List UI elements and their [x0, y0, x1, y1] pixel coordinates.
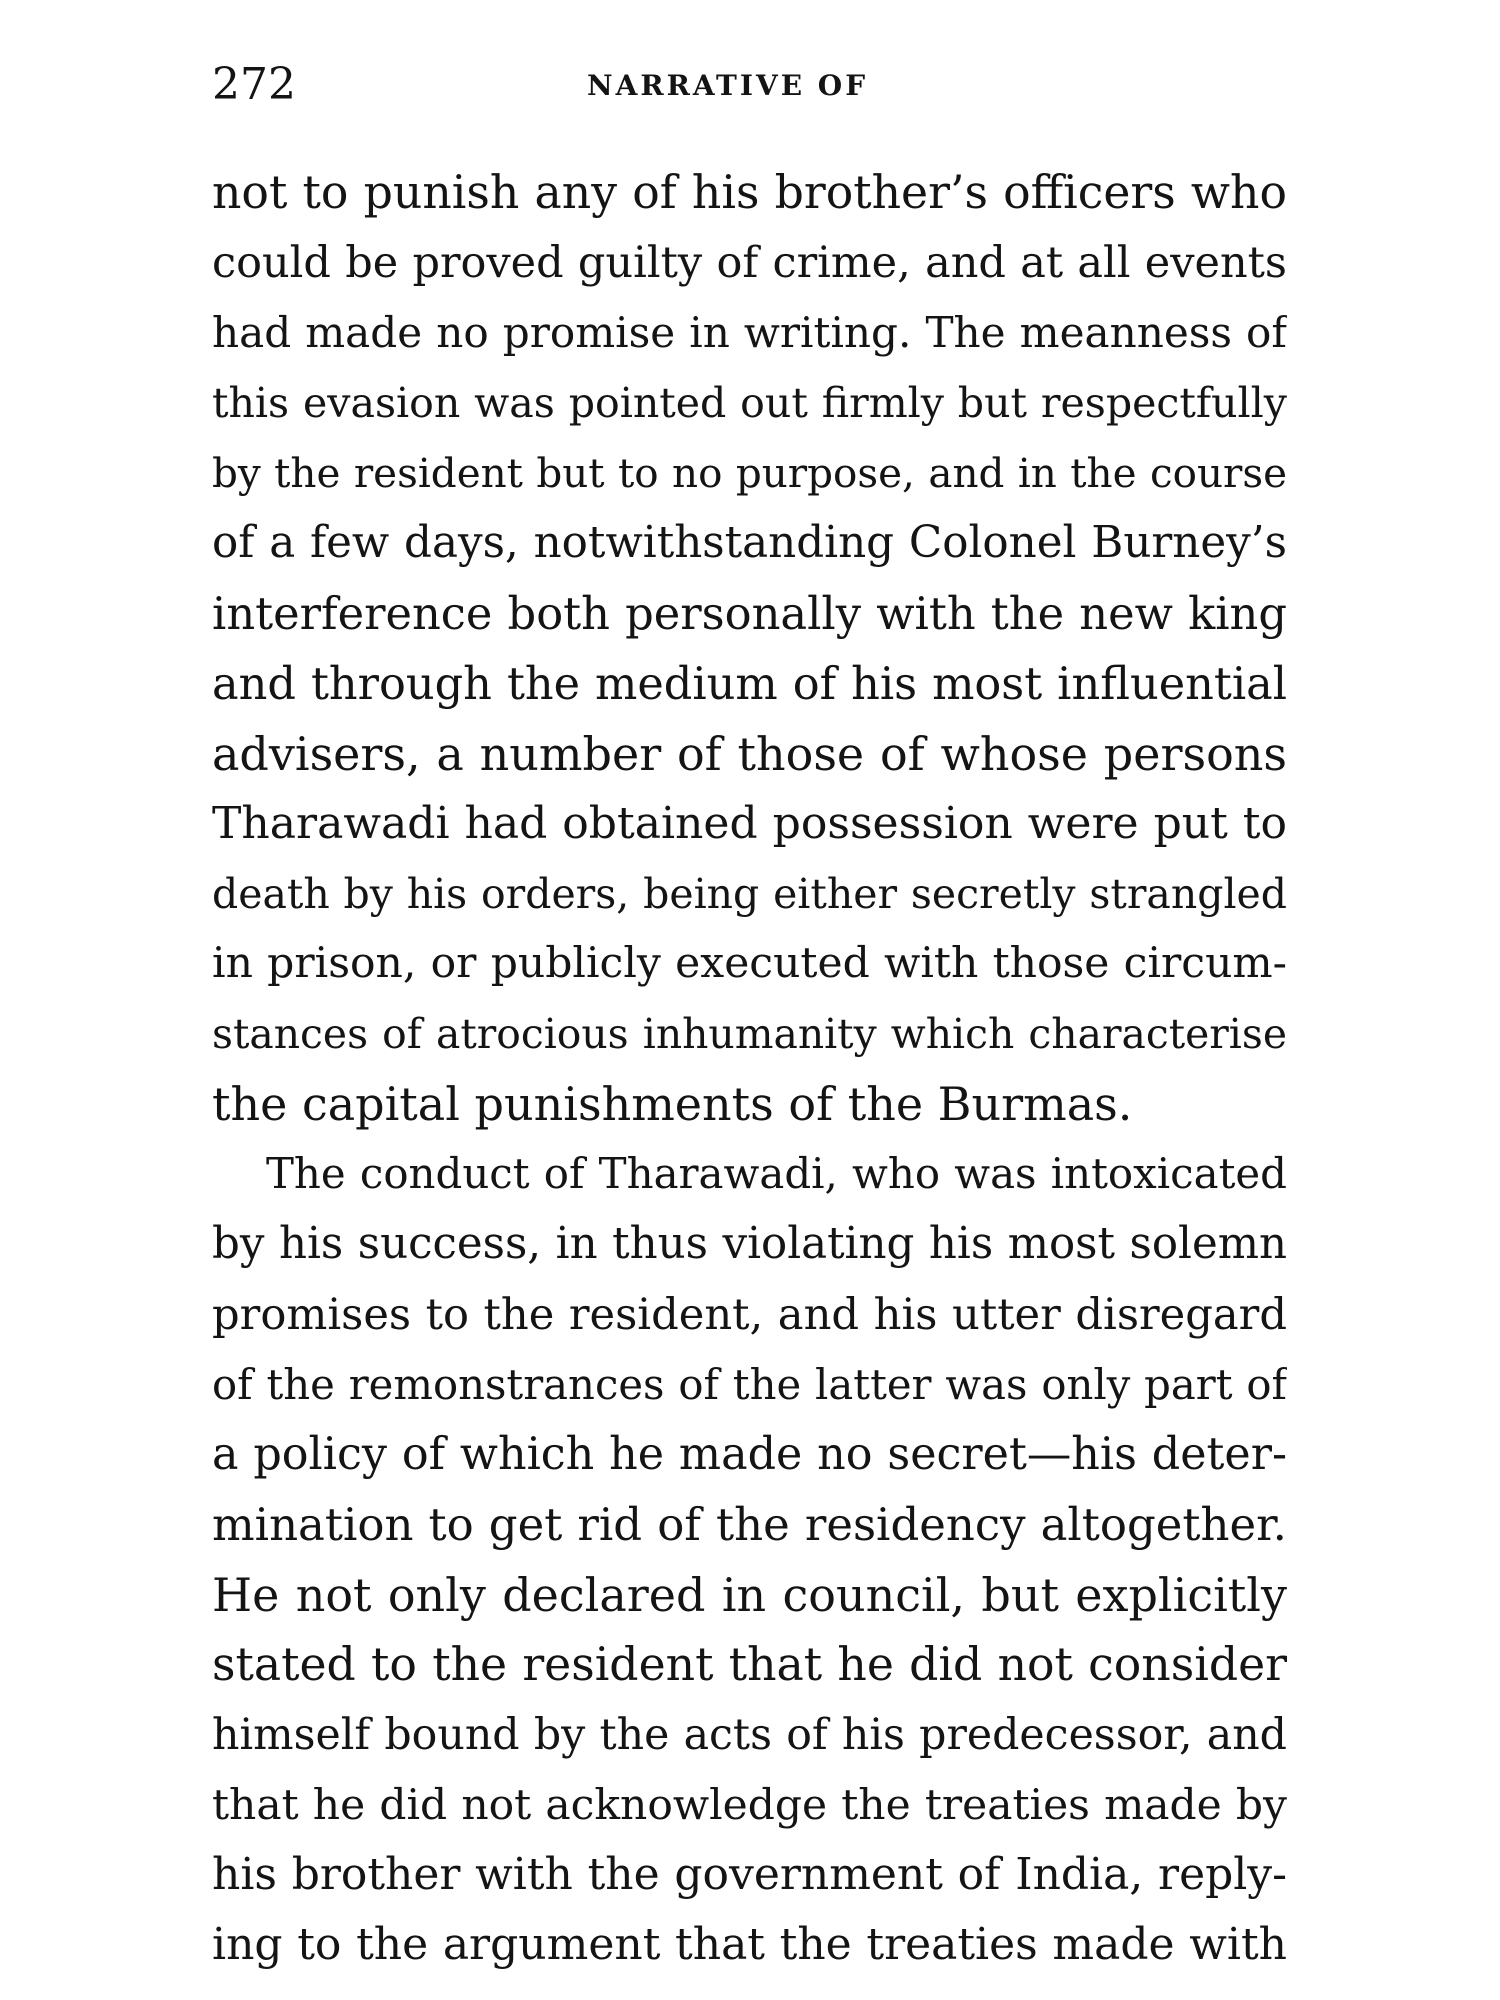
text-line: advisers, a number of those of whose persons	[212, 726, 1287, 781]
text-line: of a few days, notwithstanding Colonel Burney’s	[212, 518, 1287, 569]
text-line: Tharawadi had obtained possession were put to	[212, 797, 1287, 849]
paragraph-last-line: the capital punishments of the Burmas.	[212, 1077, 1133, 1132]
text-line: could be proved guilty of crime, and at all events	[212, 238, 1287, 289]
running-head-title: NARRATIVE OF	[587, 69, 869, 102]
text-line: ing to the argument that the treaties made with	[212, 1919, 1287, 1971]
text-line: of the remonstrances of the latter was only part of	[212, 1359, 1287, 1409]
text-line: mination to get rid of the residency altogether.	[212, 1497, 1287, 1551]
text-line: and through the medium of his most influential	[212, 657, 1287, 710]
text-line: by his success, in thus violating his most solemn	[212, 1219, 1287, 1270]
text-line: death by his orders, being either secretly strangled	[212, 869, 1287, 918]
text-line: stances of atrocious inhumanity which characterise	[212, 1010, 1287, 1059]
text-line: by the resident but to no purpose, and in the course	[212, 449, 1287, 498]
text-line: interference both personally with the new king	[212, 586, 1287, 640]
text-line: this evasion was pointed out firmly but respectfully	[212, 379, 1287, 428]
page-number: 272	[212, 59, 296, 110]
text-line: himself bound by the acts of his predecessor, and	[212, 1710, 1287, 1761]
text-line: that he did not acknowledge the treaties made by	[212, 1780, 1287, 1830]
text-line: promises to the resident, and his utter disregard	[212, 1289, 1287, 1340]
text-line: his brother with the government of India, reply-	[212, 1849, 1287, 1901]
text-line: stated to the resident that he did not consider	[212, 1637, 1287, 1691]
body-text	[212, 158, 1287, 1980]
text-line: in prison, or publicly executed with those circum-	[212, 939, 1287, 989]
text-line: a policy of which he made no secret—his deter-	[212, 1428, 1287, 1480]
running-head	[212, 50, 1287, 120]
text-line: not to punish any of his brother’s officers who	[212, 166, 1287, 219]
paragraph-first-line: The conduct of Tharawadi, who was intoxicated	[266, 1149, 1287, 1199]
text-line: had made no promise in writing. The meanness of	[212, 308, 1287, 358]
text-line: He not only declared in council, but explicitly	[212, 1567, 1287, 1622]
